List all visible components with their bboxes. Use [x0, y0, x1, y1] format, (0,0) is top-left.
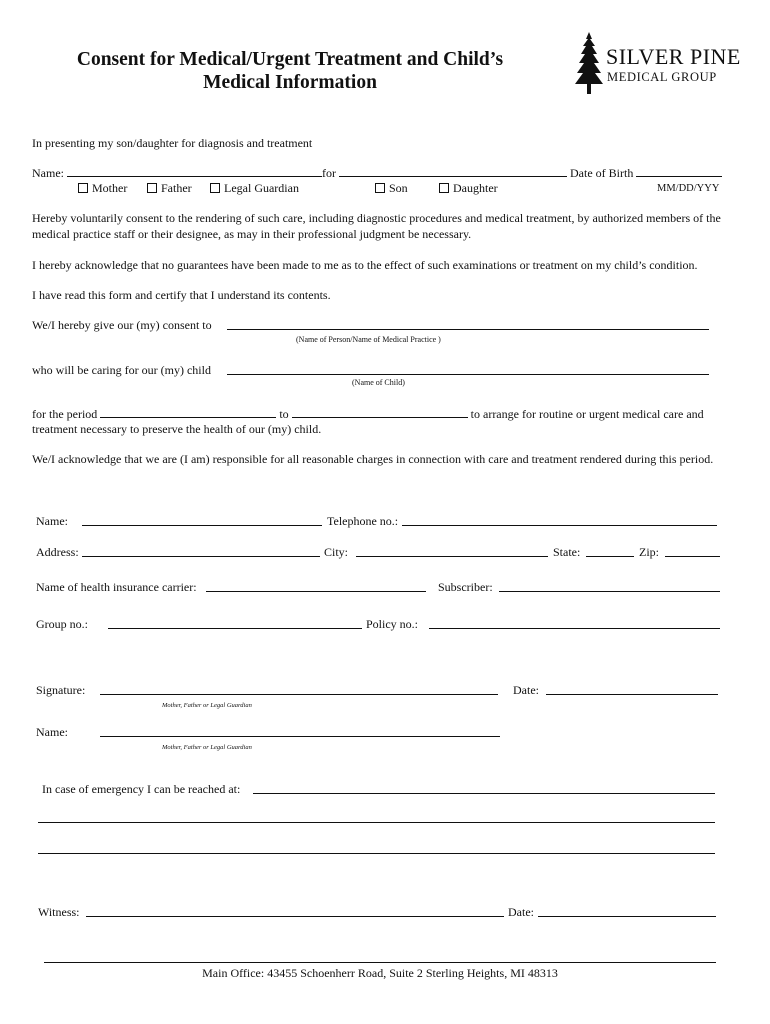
witness-date-field[interactable] — [538, 905, 716, 917]
checkbox-icon[interactable] — [210, 183, 220, 193]
city-label: City: — [324, 545, 349, 559]
group-field[interactable] — [108, 617, 362, 629]
address-label: Address: — [36, 545, 79, 559]
zip-label: Zip: — [639, 545, 659, 559]
acknowledge-paragraph: I hereby acknowledge that no guarantees have been made to me as to the effect of such examinations or treatment on my child’s condition. — [32, 258, 698, 272]
option-father[interactable] — [147, 181, 192, 195]
parent-name-field[interactable] — [67, 165, 322, 177]
option-legal-guardian[interactable] — [210, 181, 299, 195]
period-row — [32, 406, 704, 421]
checkbox-icon[interactable] — [375, 183, 385, 193]
read-paragraph: I have read this form and certify that I understand its contents. — [32, 288, 331, 302]
consent-to-field[interactable] — [227, 318, 709, 330]
name-label: Name: — [32, 166, 64, 180]
child-name-field-2[interactable] — [227, 363, 709, 375]
period-start-field[interactable] — [100, 406, 276, 418]
contact-name-field[interactable] — [82, 514, 322, 526]
intro-text: In presenting my son/daughter for diagnosis and treatment — [32, 136, 313, 150]
insurance-label: Name of health insurance carrier: — [36, 580, 197, 594]
period-label: for the period — [32, 407, 98, 421]
witness-label: Witness: — [38, 905, 80, 919]
consent-to-label: We/I hereby give our (my) consent to — [32, 318, 212, 332]
logo — [574, 32, 604, 99]
group-label: Group no.: — [36, 617, 88, 631]
option-label: Legal Guardian — [224, 181, 299, 195]
subscriber-label: Subscriber: — [438, 580, 493, 594]
policy-field[interactable] — [429, 617, 720, 629]
dob-field[interactable] — [636, 165, 722, 177]
footer-office-address: Main Office: 43455 Schoenherr Road, Suite 2 Sterling Heights, MI 48313 — [202, 966, 558, 980]
signature-caption: Mother, Father or Legal Guardian — [162, 702, 252, 709]
responsible-paragraph: We/I acknowledge that we are (I am) responsible for all reasonable charges in connection with care and treatment rendered during this period. — [32, 452, 714, 466]
witness-date-label: Date: — [508, 905, 534, 919]
signature-date-label: Date: — [513, 683, 539, 697]
footer-divider — [44, 962, 716, 963]
logo-text-line1: SILVER PINE — [606, 44, 741, 69]
title-line-1: Consent for Medical/Urgent Treatment and Child’s — [76, 49, 504, 70]
option-label: Daughter — [453, 181, 498, 195]
printed-name-field[interactable] — [100, 725, 500, 737]
consent-paragraph: Hereby voluntarily consent to the rendering of such care, including diagnostic procedures and medical treatment, by authorized members of the medical practice staff or their designee, as may in their professional judgment be necessary. — [32, 211, 721, 241]
checkbox-icon[interactable] — [147, 183, 157, 193]
checkbox-icon[interactable] — [78, 183, 88, 193]
dob-format-hint: MM/DD/YYY — [657, 183, 720, 194]
option-mother[interactable] — [78, 181, 127, 195]
option-label: Mother — [92, 181, 128, 195]
address-field[interactable] — [82, 545, 320, 557]
witness-field[interactable] — [86, 905, 504, 917]
caring-for-caption: (Name of Child) — [352, 378, 405, 387]
subscriber-field[interactable] — [499, 580, 720, 592]
signature-field[interactable] — [100, 683, 498, 695]
for-label: for — [322, 166, 336, 180]
period-line2: treatment necessary to preserve the health of our (my) child. — [32, 422, 322, 436]
title-line-2: Medical Information — [203, 72, 377, 93]
contact-name-label: Name: — [36, 514, 68, 528]
pine-tree-icon — [574, 32, 604, 94]
option-son[interactable] — [375, 181, 408, 195]
signature-label: Signature: — [36, 683, 86, 697]
page-title — [55, 48, 525, 94]
child-name-field[interactable] — [339, 165, 567, 177]
telephone-field[interactable] — [402, 514, 717, 526]
state-field[interactable] — [586, 545, 634, 557]
state-label: State: — [553, 545, 581, 559]
option-label: Son — [389, 181, 408, 195]
period-to-label: to — [279, 407, 289, 421]
emergency-field[interactable] — [253, 782, 715, 794]
dob-label: Date of Birth — [570, 166, 634, 180]
consent-to-caption: (Name of Person/Name of Medical Practice ) — [296, 335, 441, 344]
period-line1-end: to arrange for routine or urgent medical care and — [470, 407, 704, 421]
period-end-field[interactable] — [292, 406, 468, 418]
logo-text-line2: MEDICAL GROUP — [607, 70, 717, 84]
checkbox-icon[interactable] — [439, 183, 449, 193]
insurance-field[interactable] — [206, 580, 426, 592]
policy-label: Policy no.: — [366, 617, 419, 631]
printed-name-label: Name: — [36, 725, 68, 739]
printed-name-caption: Mother, Father or Legal Guardian — [162, 744, 252, 751]
city-field[interactable] — [356, 545, 548, 557]
zip-field[interactable] — [665, 545, 720, 557]
option-label: Father — [161, 181, 192, 195]
signature-date-field[interactable] — [546, 683, 718, 695]
name-row — [32, 165, 722, 180]
option-daughter[interactable] — [439, 181, 498, 195]
caring-for-label: who will be caring for our (my) child — [32, 363, 211, 377]
emergency-field-line-3[interactable] — [38, 842, 715, 854]
telephone-label: Telephone no.: — [327, 514, 399, 528]
emergency-field-line-2[interactable] — [38, 811, 715, 823]
emergency-label: In case of emergency I can be reached at: — [42, 782, 241, 796]
